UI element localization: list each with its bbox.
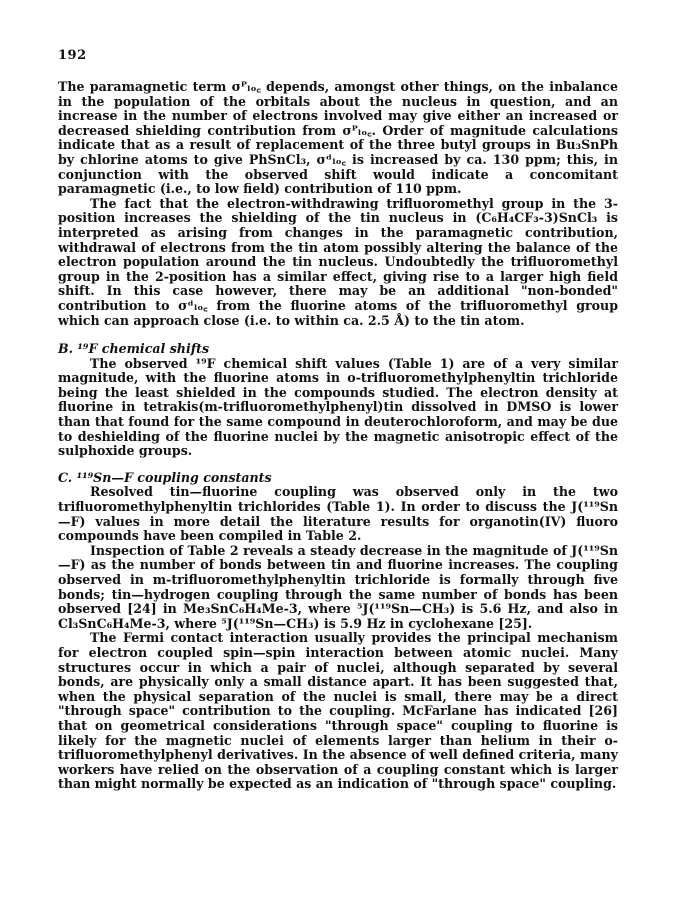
section-heading-19f-chemical-shifts: B. ¹⁹F chemical shifts bbox=[58, 341, 210, 357]
body-text bbox=[58, 80, 618, 792]
section-heading-sn-f-coupling: C. ¹¹⁹Sn—F coupling constants bbox=[58, 469, 272, 485]
paragraph-paramagnetic-term: The paramagnetic term σᴾₗₒ꜀ depends, amongst other things, on the inbalance in the population of the orbitals about the nucleus in question, and an increase in the number of electrons involved may give either an increased or decreased shielding contribution from σᴾₗₒ꜀. Order of magnitude calculations indicate that as a result of replacement of the three butyl groups in Bu₃SnPh by chlorine atoms to give PhSnCl₃, σᵈₗₒ꜀ is increased by ca. 130 ppm; this, in conjunction with the observed shift would indicate a concomitant paramagnetic (i.e., to low field) contribution of 110 ppm. bbox=[58, 79, 618, 197]
paragraph-fermi-contact: The Fermi contact interaction usually provides the principal mechanism for electron coupled spin—spin interaction between atomic nuclei. Many structures occur in which a pair of nuclei, although separated by several bonds, are physically only a small distance apart. It has been suggested that, when the physical separation of the nuclei is small, there may be a direct "through space" contribution to the coupling. McFarlane has indicated [26] that on geometrical considerations "through space" coupling to fluorine is likely for the magnetic nuclei of elements larger than helium in their o-trifluoromethylphenyl derivatives. In the absence of well defined criteria, many workers have relied on the observation of a coupling constant which is larger than might normally be expected as an indication of "through space" coupling. bbox=[58, 630, 618, 792]
paragraph-resolved-coupling: Resolved tin—fluorine coupling was observed only in the two trifluoromethylphenyltin trichlorides (Table 1). In order to discuss the J(¹¹⁹Sn—F) values in more detail the literature results for organotin(IV) fluoro compounds have been compiled in Table 2. bbox=[58, 484, 618, 544]
page-number: 192 bbox=[58, 48, 87, 63]
paragraph-trifluoromethyl-shielding: The fact that the electron-withdrawing trifluoromethyl group in the 3-position increases the shielding of the tin nucleus in (C₆H₄CF₃-3)SnCl₃ is interpreted as arising from changes in the paramagnetic contribution, withdrawal of electrons from the tin atom possibly altering the balance of the electron population around the tin nucleus. Undoubtedly the trifluoromethyl group in the 2-position has a similar effect, giving rise to a larger high field shift. In this case however, there may be an additional "non-bonded" contribution to σᵈₗₒ꜀ from the fluorine atoms of the trifluoromethyl group which can approach close (i.e. to within ca. 2.5 Å) to the tin atom. bbox=[58, 195, 618, 328]
paragraph-19f-shifts: The observed ¹⁹F chemical shift values (Table 1) are of a very similar magnitude, with the fluorine atoms in o-trifluoromethylphenyltin trichloride being the least shielded in the compounds studied. The electron density at fluorine in tetrakis(m-trifluoromethylphenyl)tin dissolved in DMSO is lower than that found for the same compound in deuterochloroform, and may be due to deshielding of the fluorine nuclei by the magnetic anisotropic effect of the sulphoxide groups. bbox=[58, 355, 618, 459]
paragraph-table2-inspection: Inspection of Table 2 reveals a steady decrease in the magnitude of J(¹¹⁹Sn—F) as the number of bonds between tin and fluorine increases. The coupling observed in m-trifluoromethylphenyltin trichloride is formally through five bonds; tin—hydrogen coupling through the same number of bonds has been observed [24] in Me₃SnC₆H₄Me-3, where ⁵J(¹¹⁹Sn—CH₃) is 5.6 Hz, and also in Cl₃SnC₆H₄Me-3, where ⁵J(¹¹⁹Sn—CH₃) is 5.9 Hz in cyclohexane [25]. bbox=[58, 542, 618, 631]
